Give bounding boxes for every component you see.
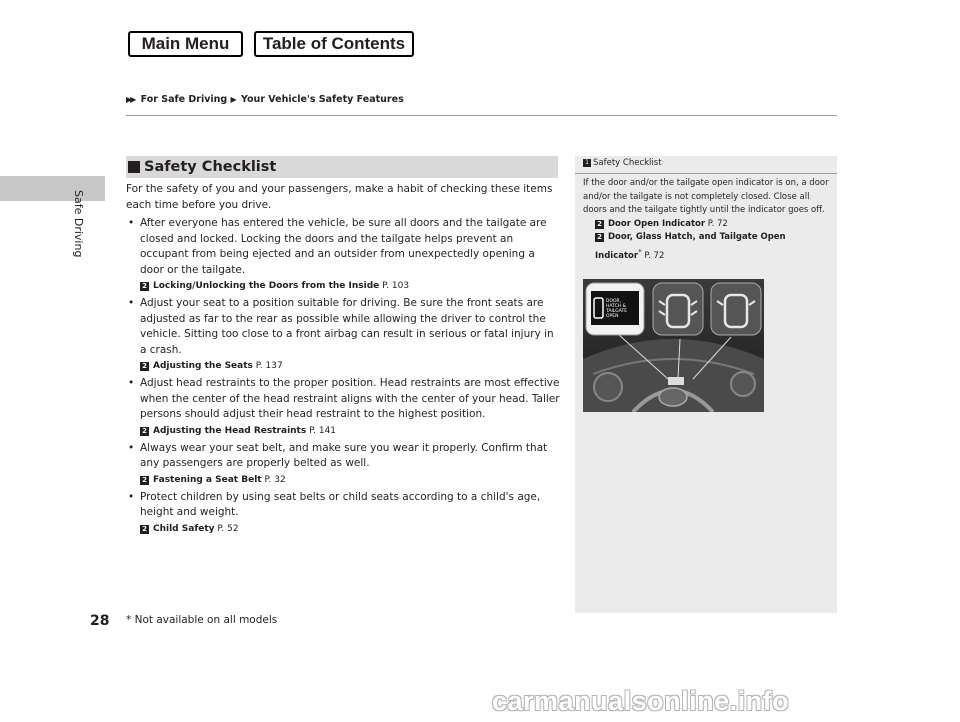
- bullet-icon: •: [128, 490, 135, 503]
- main-content: [126, 182, 561, 539]
- breadcrumb-link-for-safe-driving[interactable]: For Safe Driving: [140, 94, 228, 105]
- svg-text:OPEN: OPEN: [606, 314, 619, 319]
- reference-page: P. 103: [382, 281, 410, 291]
- footnote-marker: *: [638, 246, 642, 256]
- square-bullet-icon: [128, 161, 140, 173]
- reference-page: P. 72: [644, 250, 665, 261]
- page-number: 28: [90, 613, 110, 629]
- svg-text:DOOR,: DOOR,: [606, 299, 622, 304]
- cross-reference-link[interactable]: [140, 280, 561, 293]
- breadcrumb-arrow-icon: ▶▶: [126, 95, 135, 104]
- reference-title: Fastening a Seat Belt: [153, 474, 262, 485]
- side-tab-label: Safe Driving: [72, 190, 85, 258]
- checklist-item: [126, 296, 561, 358]
- reference-arrow-icon: 2: [140, 362, 149, 371]
- reference-arrow-icon: 2: [140, 282, 149, 291]
- reference-arrow-icon: 2: [140, 427, 149, 436]
- checklist-item: [126, 216, 561, 278]
- header-divider: [126, 115, 837, 116]
- watermark: carmanualsonline.info: [492, 686, 790, 716]
- reference-title: Locking/Unlocking the Doors from the Inside: [153, 281, 380, 291]
- checklist-text: After everyone has entered the vehicle, be sure all doors and the tailgate are closed and locked. Locking the doors and the tailgate helps prevent an occupant from being ejected and an outsider from unexpectedly opening a door or the tailgate.: [140, 217, 547, 276]
- sidebar-reference-link[interactable]: [595, 218, 829, 232]
- checklist-text: Protect children by using seat belts or child seats according to a child's age, height and weight.: [140, 490, 541, 518]
- reference-arrow-icon: 2: [140, 525, 149, 534]
- svg-text:HATCH &: HATCH &: [606, 304, 627, 309]
- sidebar-reference-link[interactable]: [595, 231, 829, 263]
- checklist-text: Adjust head restraints to the proper position. Head restraints are most effective when the center of the head restraint aligns with the center of your head. Taller persons should adjust their head restraint to the highest position.: [140, 377, 560, 420]
- cross-reference-link[interactable]: [140, 425, 561, 438]
- instrument-panel-illustration: [583, 279, 764, 412]
- sidebar-header: [575, 156, 837, 174]
- reference-arrow-icon: 2: [595, 220, 604, 229]
- reference-page: P. 141: [309, 425, 337, 436]
- reference-arrow-icon: 2: [140, 476, 149, 485]
- instrument-panel-image: [583, 279, 764, 412]
- reference-title: Door, Glass Hatch, and Tailgate Open Indicator: [595, 232, 786, 261]
- footnote: * Not available on all models: [126, 614, 278, 626]
- table-of-contents-button[interactable]: Table of Contents: [254, 31, 414, 57]
- cross-reference-link[interactable]: [140, 474, 561, 487]
- reference-page: P. 72: [707, 218, 728, 229]
- reference-title: Adjusting the Seats: [153, 361, 253, 371]
- sidebar-text: If the door and/or the tailgate open indicator is on, a door and/or the tailgate is not completely closed. Close all doors and the tailgate tightly until the indicator goes off.: [583, 178, 829, 215]
- intro-paragraph: For the safety of you and your passengers, make a habit of checking these items each time before you drive.: [126, 183, 553, 211]
- checklist-item: [126, 376, 561, 423]
- checklist-text: Always wear your seat belt, and make sure you wear it properly. Confirm that any passengers are properly belted as well.: [140, 441, 548, 469]
- reference-title: Child Safety: [153, 523, 215, 534]
- reference-title: Door Open Indicator: [608, 218, 706, 229]
- bullet-icon: •: [128, 297, 135, 309]
- svg-text:TAILGATE: TAILGATE: [606, 309, 628, 314]
- checklist-item: [126, 490, 561, 521]
- bullet-icon: •: [128, 441, 135, 454]
- bullet-icon: •: [128, 217, 135, 229]
- note-number-icon: 1: [583, 159, 591, 167]
- reference-page: P. 137: [255, 361, 283, 371]
- reference-page: P. 52: [217, 523, 239, 534]
- section-heading: [126, 156, 558, 178]
- breadcrumb-arrow-icon: ▶: [230, 95, 235, 104]
- section-title: Safety Checklist: [144, 159, 277, 175]
- bullet-icon: •: [128, 377, 135, 389]
- main-menu-button[interactable]: Main Menu: [128, 31, 243, 57]
- sidebar-body: [575, 174, 837, 263]
- reference-title: Adjusting the Head Restraints: [153, 425, 307, 436]
- cross-reference-link[interactable]: [140, 523, 561, 536]
- side-tab: [0, 176, 105, 201]
- cross-reference-link[interactable]: [140, 360, 561, 373]
- checklist-item: [126, 441, 561, 472]
- checklist-text: Adjust your seat to a position suitable for driving. Be sure the front seats are adjusted as far to the rear as possible while allowing the driver to control the vehicle. Sitting too close to a front airbag can result in serious or fatal injury in a crash.: [140, 297, 554, 356]
- sidebar-title: Safety Checklist: [593, 158, 662, 168]
- breadcrumb: [126, 94, 404, 105]
- reference-page: P. 32: [264, 474, 286, 485]
- breadcrumb-link-safety-features[interactable]: Your Vehicle's Safety Features: [241, 94, 404, 105]
- reference-arrow-icon: 2: [595, 233, 604, 242]
